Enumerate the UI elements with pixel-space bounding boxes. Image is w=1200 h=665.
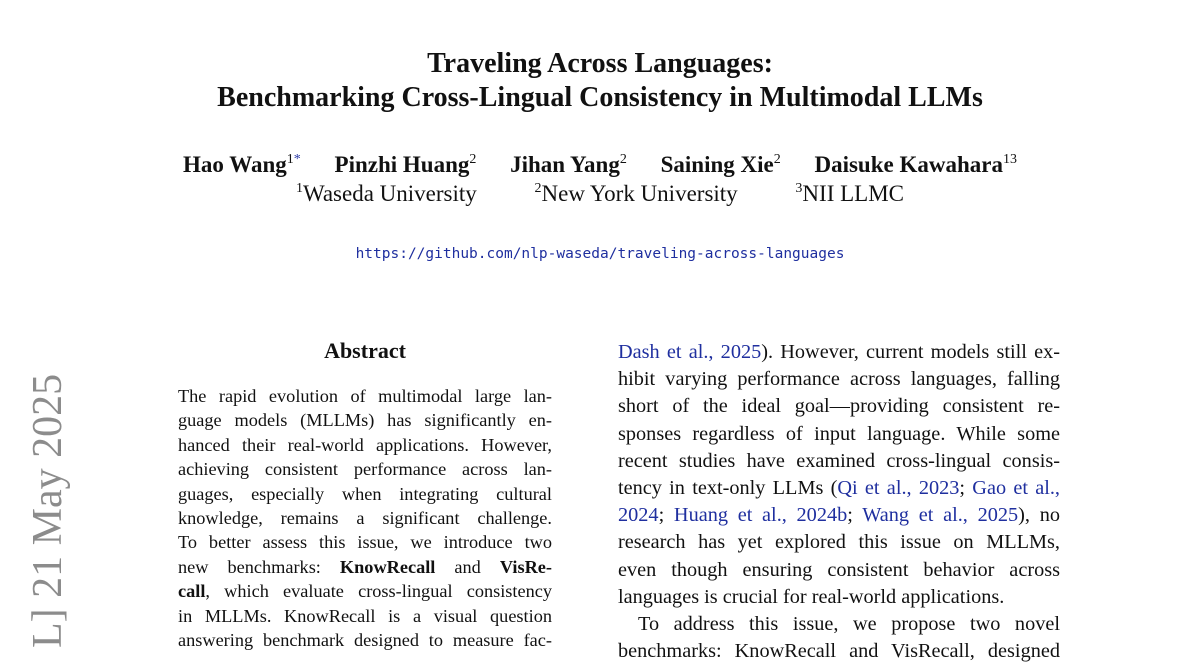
author-affil-number: 1 — [286, 152, 294, 167]
author-name: Pinzhi Huang — [334, 152, 470, 177]
author — [183, 152, 301, 177]
citation-link[interactable]: Huang et al., 2024b — [673, 504, 848, 527]
title-line-2: Benchmarking Cross-Lingual Consistency in Multimodal LLMs — [217, 82, 983, 113]
intro-fragment: ; — [658, 504, 674, 527]
abstract-line: guage models (MLLMs) has significantly en- — [178, 410, 552, 431]
intro-column — [618, 339, 1060, 665]
benchmark-name-visrecall-end: call — [178, 581, 206, 602]
benchmark-name-visrecall: VisRe- — [499, 556, 552, 577]
intro-fragment: ). However, current models still ex- — [761, 341, 1060, 363]
intro-fragment: tency in text-only LLMs ( — [618, 476, 838, 499]
citation-link[interactable]: Dash et al., 2025 — [618, 341, 762, 363]
paper-title — [0, 47, 1200, 115]
title-line-1: Traveling Across Languages: — [427, 48, 773, 79]
intro-line: short of the ideal goal—providing consistent re- — [618, 395, 1060, 418]
abstract-line: achieving consistent performance across lan- — [178, 459, 552, 480]
author — [814, 152, 1017, 177]
abstract-line: To better assess this issue, we introduce two — [178, 532, 552, 553]
repository-link[interactable]: https://github.com/nlp-waseda/traveling-across-languages — [355, 246, 845, 262]
intro-line: To address this issue, we propose two novel — [638, 612, 1060, 635]
author-name: Saining Xie — [660, 152, 774, 177]
intro-fragment: ; — [847, 504, 863, 527]
intro-line — [618, 475, 1060, 502]
author-affil-number: 2 — [773, 152, 781, 167]
abstract-fragment: and — [454, 556, 481, 577]
intro-line: research has yet explored this issue on MLLMs, — [618, 531, 1060, 554]
intro-line: even though ensuring consistent behavior across — [618, 558, 1060, 581]
benchmark-name-knowrecall: KnowRecall — [339, 556, 436, 577]
author-affil-number: 13 — [1002, 152, 1017, 167]
author-name: Daisuke Kawahara — [814, 152, 1003, 177]
affil-name: Waseda University — [302, 181, 477, 206]
abstract-line: in MLLMs. KnowRecall is a visual question — [178, 605, 552, 626]
intro-line — [618, 502, 1060, 529]
author — [510, 152, 627, 177]
abstract-body — [178, 384, 552, 652]
abstract-heading: Abstract — [324, 338, 406, 363]
intro-line — [618, 339, 1060, 366]
affiliation — [296, 181, 477, 206]
affiliation-list — [0, 180, 1200, 208]
abstract-line: guages, especially when integrating cultural — [178, 483, 552, 504]
author-affil-number: 2 — [469, 152, 477, 167]
abstract-fragment: new benchmarks: — [178, 556, 321, 577]
author-affil-number: 2 — [619, 152, 627, 167]
abstract-line — [178, 555, 552, 579]
intro-line: hibit varying performance across languages, falling — [618, 368, 1060, 391]
author-list — [0, 151, 1200, 179]
author — [661, 152, 781, 177]
affiliation — [535, 181, 738, 206]
citation-link[interactable]: 2024 — [618, 504, 659, 527]
arxiv-side-stamp: L] 21 May 2025 — [25, 373, 71, 648]
affil-name: NII LLMC — [802, 181, 904, 206]
affil-name: New York University — [541, 181, 738, 206]
affil-number: 1 — [295, 181, 303, 196]
abstract-line: The rapid evolution of multimodal large lan- — [178, 386, 552, 406]
abstract-fragment: , which evaluate cross-lingual consistency — [205, 581, 552, 602]
abstract-line: answering benchmark designed to measure fac- — [178, 629, 552, 650]
footnote-star-link[interactable]: * — [293, 152, 301, 167]
author-affil-mark — [287, 152, 301, 167]
affil-number: 3 — [795, 181, 803, 196]
intro-line: recent studies have examined cross-lingual consis- — [618, 449, 1060, 472]
abstract-line: knowledge, remains a significant challenge. — [178, 507, 552, 528]
intro-fragment: ; — [959, 476, 973, 499]
citation-link[interactable]: Qi et al., 2023 — [837, 476, 960, 499]
author-name: Hao Wang — [183, 152, 287, 177]
intro-line: benchmarks: KnowRecall and VisRecall, designed — [618, 640, 1060, 663]
abstract-line — [178, 579, 552, 603]
citation-link[interactable]: Gao et al., — [972, 476, 1061, 499]
intro-fragment: ), no — [1018, 504, 1060, 527]
author-name: Jihan Yang — [510, 152, 620, 177]
citation-link[interactable]: Wang et al., 2025 — [862, 504, 1019, 527]
abstract-line: hanced their real-world applications. However, — [178, 434, 552, 455]
intro-line: languages is crucial for real-world applications. — [618, 585, 1005, 608]
author — [335, 152, 477, 177]
affil-number: 2 — [534, 181, 542, 196]
affiliation — [795, 181, 904, 206]
intro-line: sponses regardless of input language. While some — [618, 422, 1060, 445]
